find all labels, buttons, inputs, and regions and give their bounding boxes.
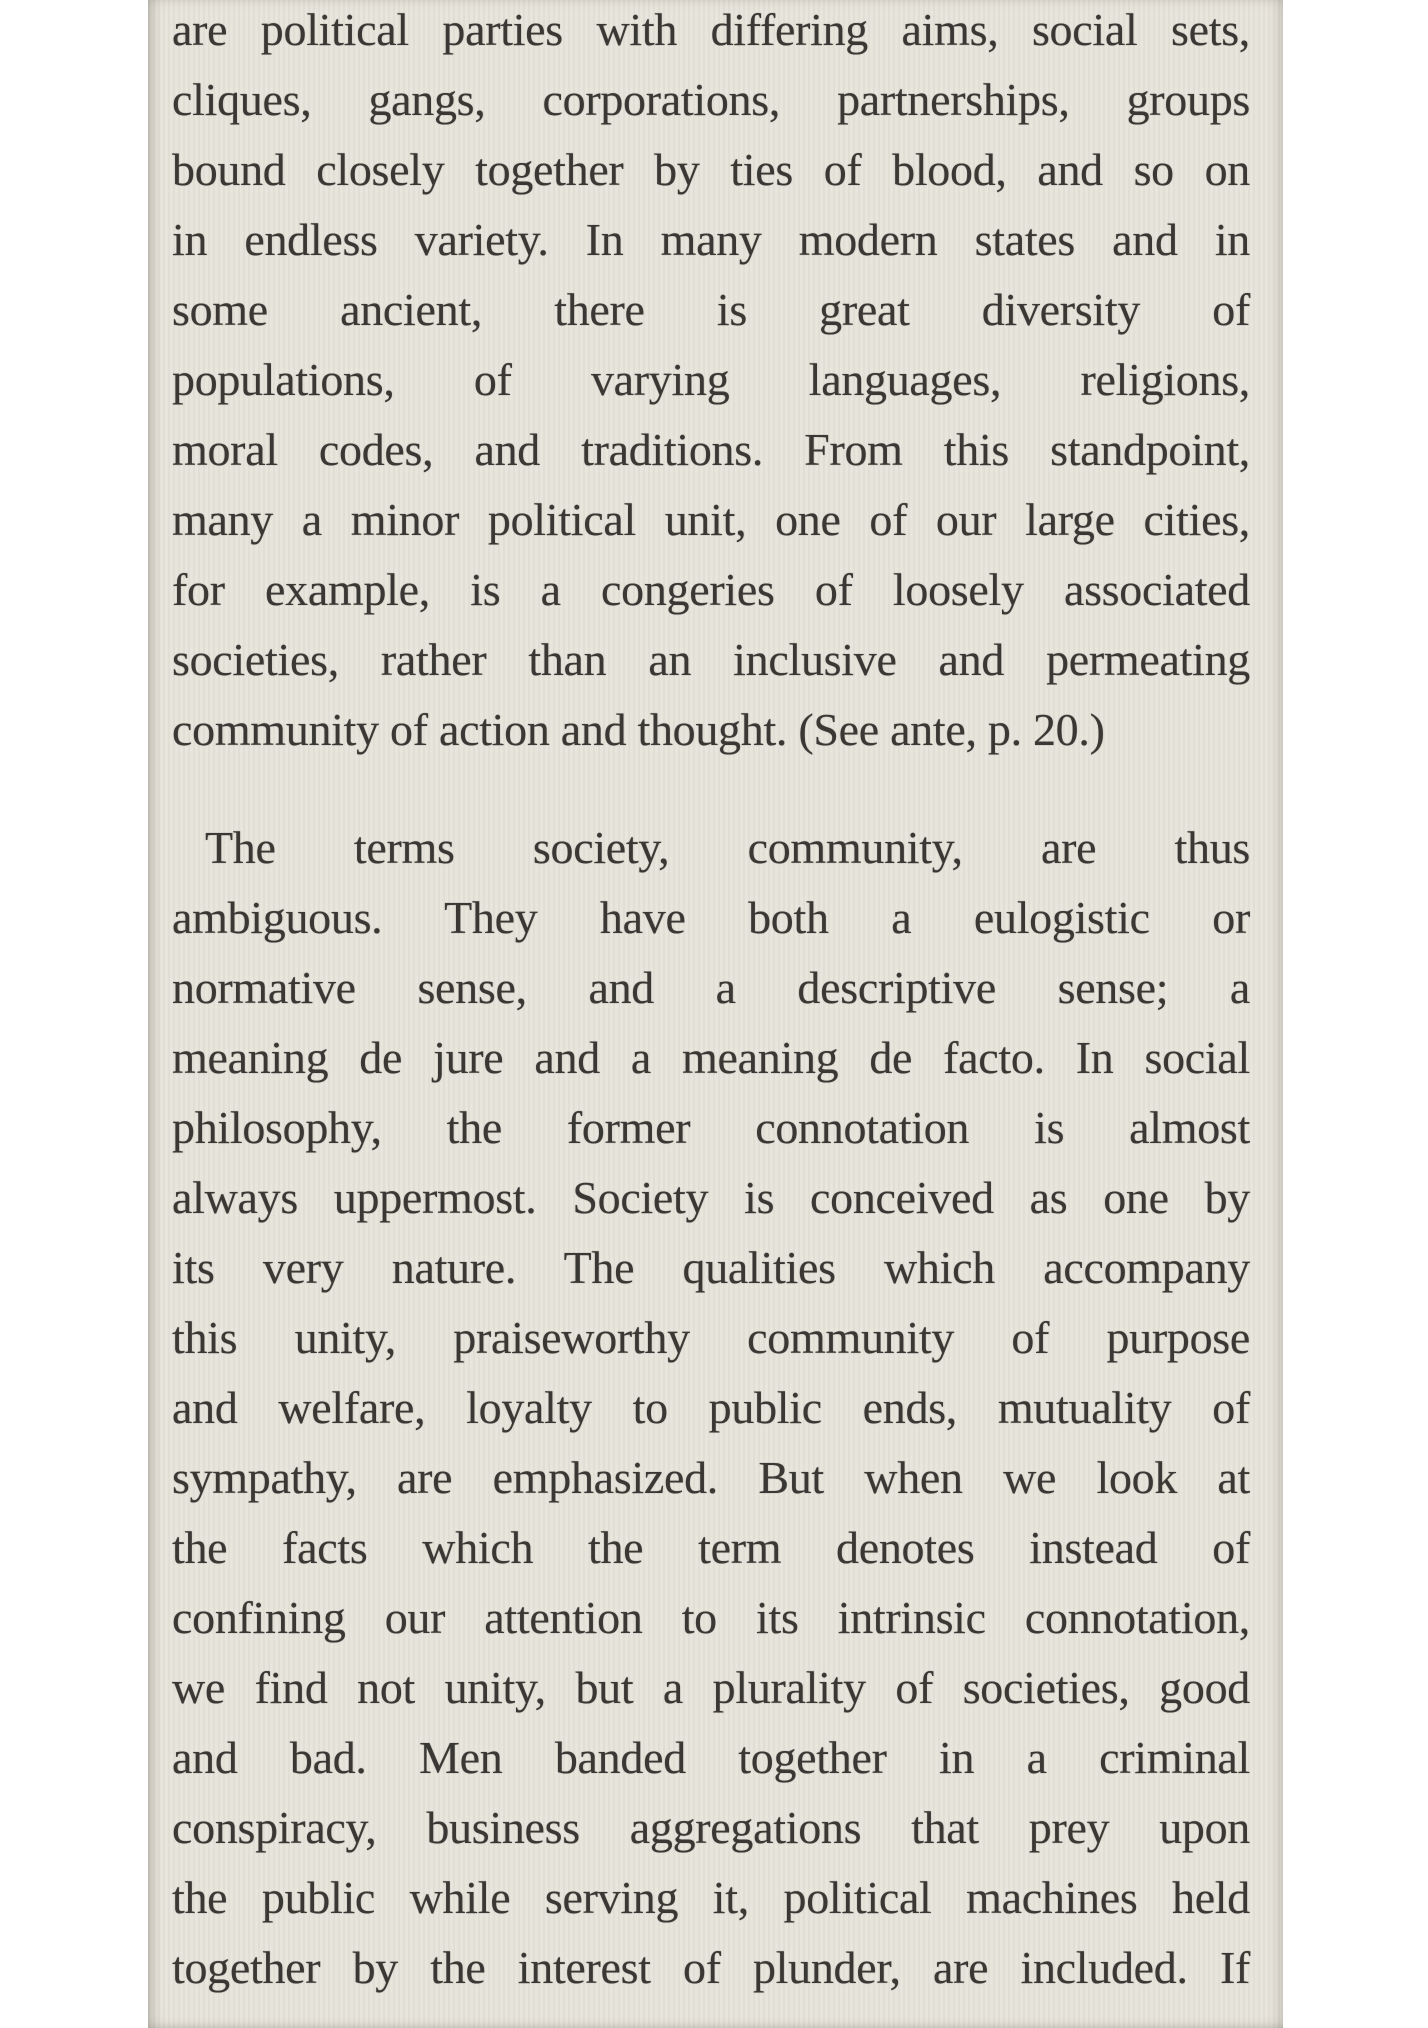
text-line: always uppermost. Society is conceived as one by: [172, 1172, 1250, 1223]
text-line: meaning de jure and a meaning de facto. In social: [172, 1032, 1250, 1083]
text-line: many a minor political unit, one of our large cities,: [172, 494, 1250, 545]
text-line: and welfare, loyalty to public ends, mutuality of: [172, 1382, 1250, 1433]
paragraph: [172, 813, 1250, 2003]
text-line: philosophy, the former connotation is almost: [172, 1102, 1250, 1153]
text-line: the facts which the term denotes instead of: [172, 1522, 1250, 1573]
text-line: together by the interest of plunder, are included. If: [172, 1942, 1250, 1993]
text-line: conspiracy, business aggregations that prey upon: [172, 1802, 1250, 1853]
text-line: populations, of varying languages, religions,: [172, 354, 1250, 405]
page-text-block: [148, 0, 1283, 2003]
text-line: are political parties with differing aims, social sets,: [172, 4, 1250, 55]
text-line: confining our attention to its intrinsic connotation,: [172, 1592, 1250, 1643]
text-line: societies, rather than an inclusive and permeating: [172, 634, 1250, 685]
text-line: sympathy, are emphasized. But when we look at: [172, 1452, 1250, 1503]
text-line: in endless variety. In many modern states and in: [172, 214, 1250, 265]
text-line: moral codes, and traditions. From this standpoint,: [172, 424, 1250, 475]
text-line: normative sense, and a descriptive sense; a: [172, 962, 1250, 1013]
paragraph: [172, 0, 1250, 765]
text-line: we find not unity, but a plurality of societies, good: [172, 1662, 1250, 1713]
text-line: ambiguous. They have both a eulogistic or: [172, 892, 1250, 943]
text-line: some ancient, there is great diversity of: [172, 284, 1250, 335]
text-line: for example, is a congeries of loosely associated: [172, 564, 1250, 615]
text-line: bound closely together by ties of blood, and so on: [172, 144, 1250, 195]
text-line: the public while serving it, political machines held: [172, 1872, 1250, 1923]
text-line: The terms society, community, are thus: [205, 822, 1250, 873]
text-line: community of action and thought. (See ante, p. 20.): [172, 704, 1105, 755]
text-line: and bad. Men banded together in a criminal: [172, 1732, 1250, 1783]
text-line: its very nature. The qualities which accompany: [172, 1242, 1250, 1293]
text-line: cliques, gangs, corporations, partnerships, groups: [172, 74, 1250, 125]
text-line: this unity, praiseworthy community of purpose: [172, 1312, 1250, 1363]
book-page[interactable]: [148, 0, 1283, 2028]
